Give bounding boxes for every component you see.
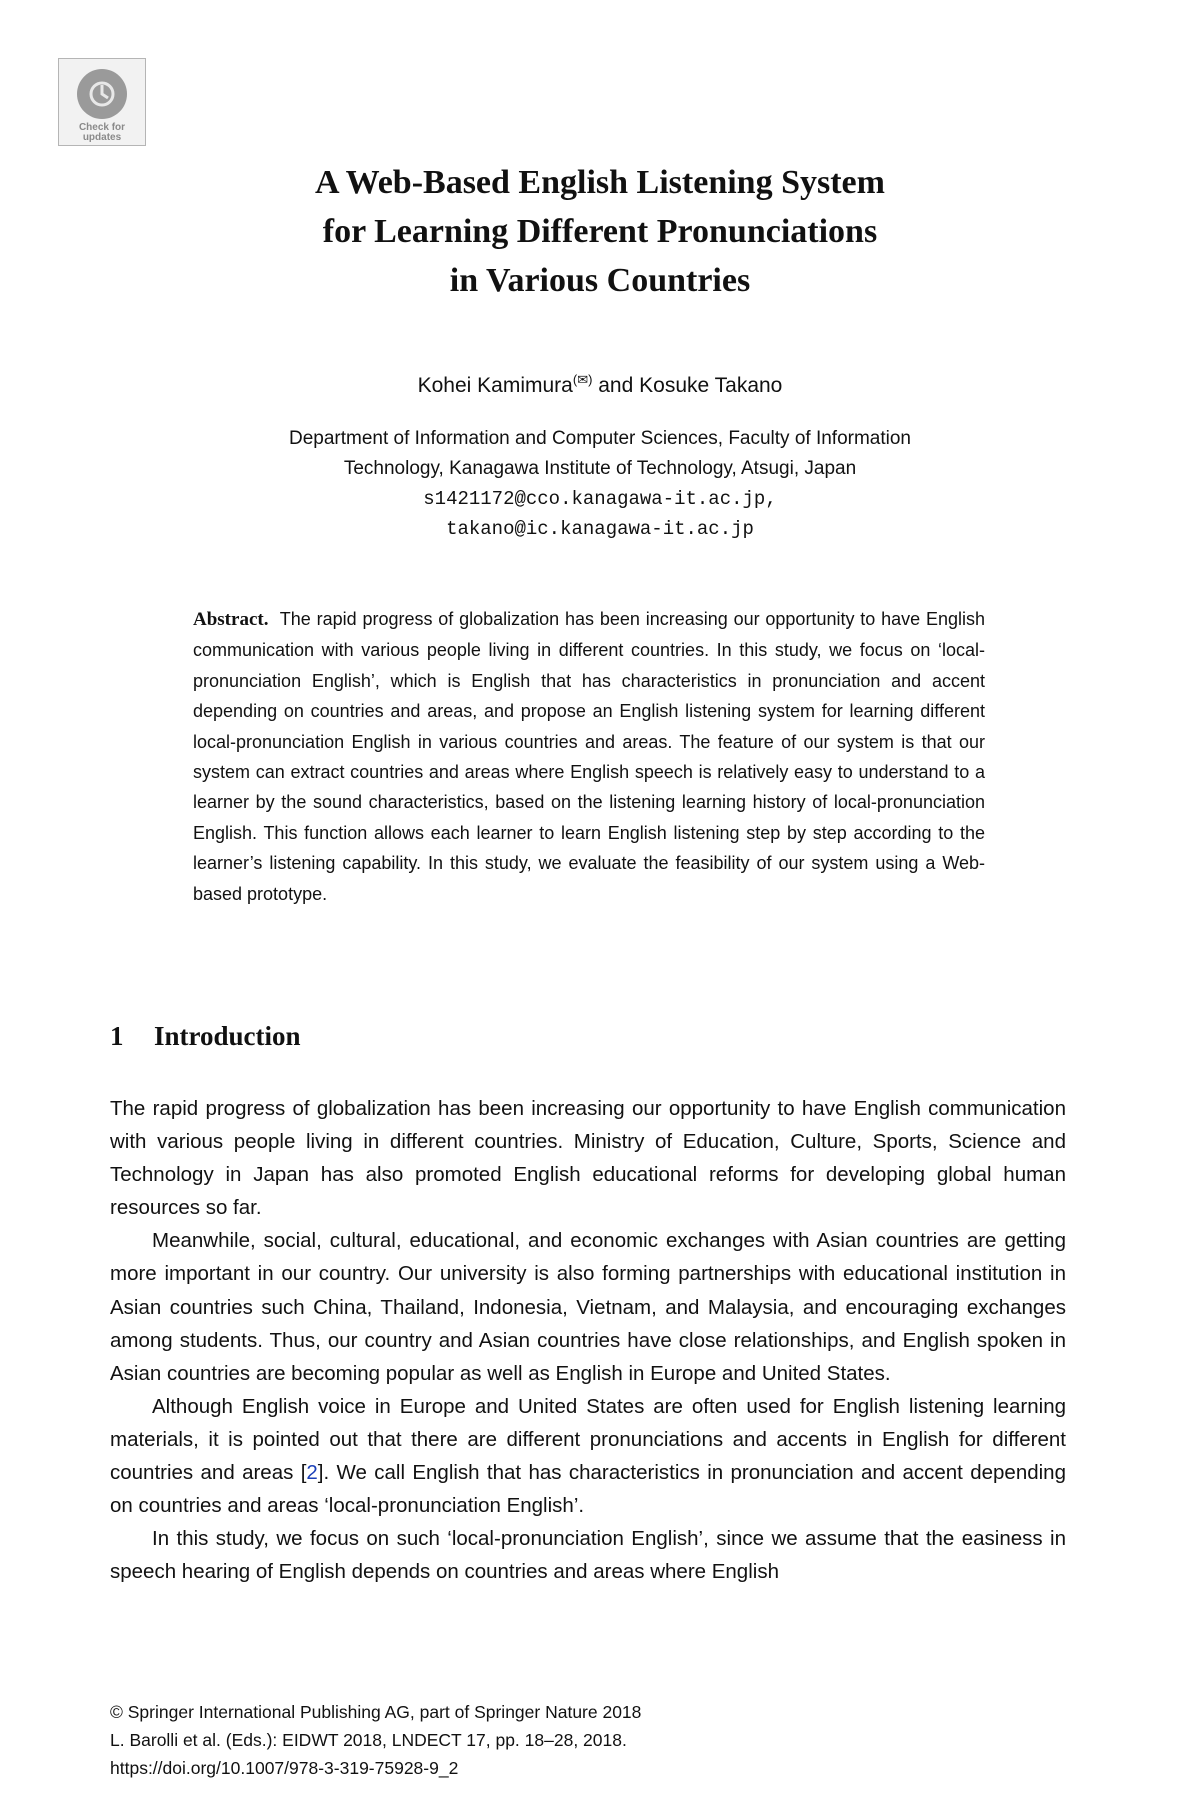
corresponding-author-mark: (✉) (572, 372, 593, 387)
affiliation-line: Technology, Kanagawa Institute of Technology, Atsugi, Japan (343, 458, 857, 479)
affiliation-line: Department of Information and Computer Sciences, Faculty of Information (288, 428, 912, 449)
section-number: 1 (110, 1021, 124, 1051)
author-email[interactable]: s1421172@cco.kanagawa-it.ac.jp, (423, 488, 777, 510)
author-email[interactable]: takano@ic.kanagawa-it.ac.jp (446, 518, 754, 540)
title-line: A Web-Based English Listening System (315, 164, 885, 201)
doi-link[interactable]: https://doi.org/10.1007/978-3-319-75928-9_2 (110, 1758, 459, 1778)
paragraph-text: Although English voice in Europe and United States are often used for English listening learning materials, it is pointed out that there are different pronunciations and accents in English for different countries and areas [ (110, 1394, 1066, 1485)
abstract-text: The rapid progress of globalization has been increasing our opportunity to have English communication with various people living in different countries. In this study, we focus on ‘local-pronunciation English’, which is English that has characteristics in pronunciation and accent depending on countries and areas, and propose an English listening system for learning different local-pronunciation English in various countries and areas. The feature of our system is that our system can extract countries and areas where English speech is relatively easy to understand to a learner by the sound characteristics, based on the listening learning history of local-pronunciation English. This function allows each learner to learn English listening step by step according to the learner’s listening capability. In this study, we evaluate the feasibility of our system using a Web-based prototype. (193, 609, 985, 904)
author-name: Kosuke Takano (639, 374, 783, 397)
paragraph: The rapid progress of globalization has been increasing our opportunity to have English communication with various people living in different countries. Ministry of Education, Culture, Sports, Science and Technology in Japan has also promoted English educational reforms for developing global human resources so far. (110, 1097, 1066, 1220)
section-title: Introduction (154, 1021, 301, 1051)
paragraph-text: ]. We call English that has characteristics in pronunciation and accent depending on countries and areas ‘local-pronunciation English’. (110, 1461, 1066, 1518)
paragraph: Meanwhile, social, cultural, educational, and economic exchanges with Asian countries are getting more important in our country. Our university is also forming partnerships with educational institution in Asian countries such China, Thailand, Indonesia, Vietnam, and Malaysia, and encouraging exchanges among students. Thus, our country and Asian countries have close relationships, and English spoken in Asian countries are becoming popular as well as English in Europe and United States. (110, 1229, 1066, 1385)
paragraph (110, 1390, 1066, 1522)
affiliation (0, 424, 1200, 544)
update-icon (77, 69, 127, 119)
abstract (193, 604, 985, 909)
citation-line: L. Barolli et al. (Eds.): EIDWT 2018, LNDECT 17, pp. 18–28, 2018. (110, 1730, 627, 1750)
citation-link[interactable]: 2 (306, 1461, 318, 1485)
title-line: for Learning Different Pronunciations (322, 213, 878, 250)
check-for-updates-badge[interactable] (58, 58, 146, 146)
section-heading (110, 1021, 301, 1052)
copyright-line: © Springer International Publishing AG, part of Springer Nature 2018 (110, 1702, 642, 1722)
author-list (0, 366, 1200, 400)
badge-label: Check for updates (78, 122, 126, 143)
paragraph: In this study, we focus on such ‘local-pronunciation English’, since we assume that the easiness in speech hearing of English depends on countries and areas where English (110, 1527, 1066, 1584)
section-body (110, 1092, 1066, 1588)
title-line: in Various Countries (449, 262, 751, 299)
publication-footer (110, 1698, 641, 1782)
paper-title (0, 158, 1200, 305)
author-name: Kohei Kamimura (417, 374, 573, 397)
abstract-label: Abstract. (193, 609, 269, 630)
author-conjunction: and (592, 374, 640, 397)
